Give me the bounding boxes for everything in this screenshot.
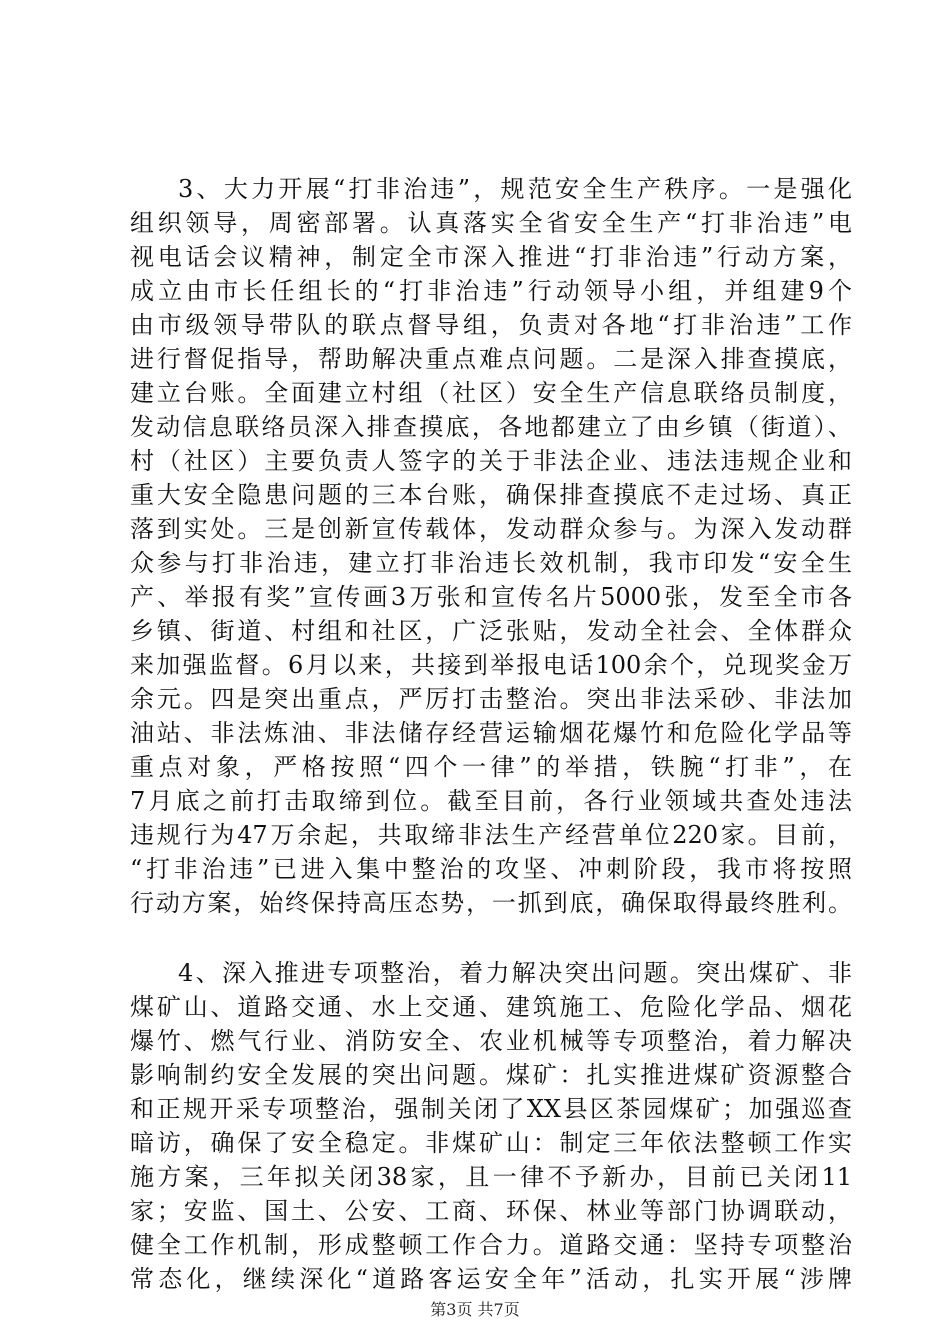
paragraph-line: 爆竹、燃气行业、消防安全、农业机械等专项整治，着力解决 [130, 1027, 852, 1055]
paragraph-line: 油站、非法炼油、非法储存经营运输烟花爆竹和危险化学品等 [130, 719, 852, 747]
paragraph-line: 进行督促指导，帮助解决重点难点问题。二是深入排查摸底， [130, 345, 852, 373]
paragraph-line: 村（社区）主要负责人签字的关于非法企业、违法违规企业和 [130, 447, 852, 475]
paragraph-line: 落到实处。三是创新宣传载体，发动群众参与。为深入发动群 [130, 515, 852, 543]
paragraph-line: 众参与打非治违，建立打非治违长效机制，我市印发“安全生 [130, 549, 852, 577]
paragraph-line: 暗访，确保了安全稳定。非煤矿山：制定三年依法整顿工作实 [130, 1129, 852, 1157]
paragraph-line: 发动信息联络员深入排查摸底，各地都建立了由乡镇（街道）、 [130, 413, 852, 441]
paragraph-line: 7月底之前打击取缔到位。截至目前，各行业领域共查处违法 [130, 787, 852, 815]
paragraph [130, 172, 852, 920]
paragraph-line: 常态化，继续深化“道路客运安全年”活动，扎实开展“涉牌 [130, 1265, 852, 1293]
paragraph-line: 组织领导，周密部署。认真落实全省安全生产“打非治违”电 [130, 209, 852, 237]
paragraph [130, 956, 852, 1296]
paragraph-line: 余元。四是突出重点，严厉打击整治。突出非法采砂、非法加 [130, 685, 852, 713]
paragraph-line: 乡镇、街道、村组和社区，广泛张贴，发动全社会、全体群众 [130, 617, 852, 645]
paragraph-line: 违规行为47万余起，共取缔非法生产经营单位220家。目前， [130, 821, 852, 849]
paragraph-line: 影响制约安全发展的突出问题。煤矿：扎实推进煤矿资源整合 [130, 1061, 852, 1089]
paragraph-line: 来加强监督。6月以来，共接到举报电话100余个，兑现奖金万 [130, 651, 852, 679]
paragraph-line: 重大安全隐患问题的三本台账，确保排查摸底不走过场、真正 [130, 481, 852, 509]
paragraph-line: 行动方案，始终保持高压态势，一抓到底，确保取得最终胜利。 [130, 889, 852, 917]
paragraph-line: “打非治违”已进入集中整治的攻坚、冲刺阶段，我市将按照 [130, 855, 852, 883]
document-body [130, 172, 852, 1296]
page-footer: 第3页 共7页 [430, 1300, 520, 1319]
paragraph-line: 由市级领导带队的联点督导组，负责对各地“打非治违”工作 [130, 311, 852, 339]
paragraph-line: 建立台账。全面建立村组（社区）安全生产信息联络员制度， [130, 379, 852, 407]
paragraph-line: 和正规开采专项整治，强制关闭了XX县区茶园煤矿；加强巡查 [130, 1095, 852, 1123]
paragraph-line: 产、举报有奖”宣传画3万张和宣传名片5000张，发至全市各 [130, 583, 852, 611]
paragraph-line: 成立由市长任组长的“打非治违”行动领导小组，并组建9个 [130, 277, 852, 305]
paragraph-line: 视电话会议精神，制定全市深入推进“打非治违”行动方案， [130, 243, 852, 271]
paragraph-line: 3、大力开展“打非治违”，规范安全生产秩序。一是强化 [178, 175, 852, 203]
paragraph-line: 煤矿山、道路交通、水上交通、建筑施工、危险化学品、烟花 [130, 993, 852, 1021]
paragraph-gap [130, 920, 852, 956]
paragraph-line: 4、深入推进专项整治，着力解决突出问题。突出煤矿、非 [178, 959, 852, 987]
paragraph-line: 施方案，三年拟关闭38家，且一律不予新办，目前已关闭11 [130, 1163, 852, 1191]
paragraph-line: 重点对象，严格按照“四个一律”的举措，铁腕“打非”，在 [130, 753, 852, 781]
paragraph-line: 健全工作机制，形成整顿工作合力。道路交通：坚持专项整治 [130, 1231, 852, 1259]
paragraph-line: 家；安监、国土、公安、工商、环保、林业等部门协调联动， [130, 1197, 852, 1225]
